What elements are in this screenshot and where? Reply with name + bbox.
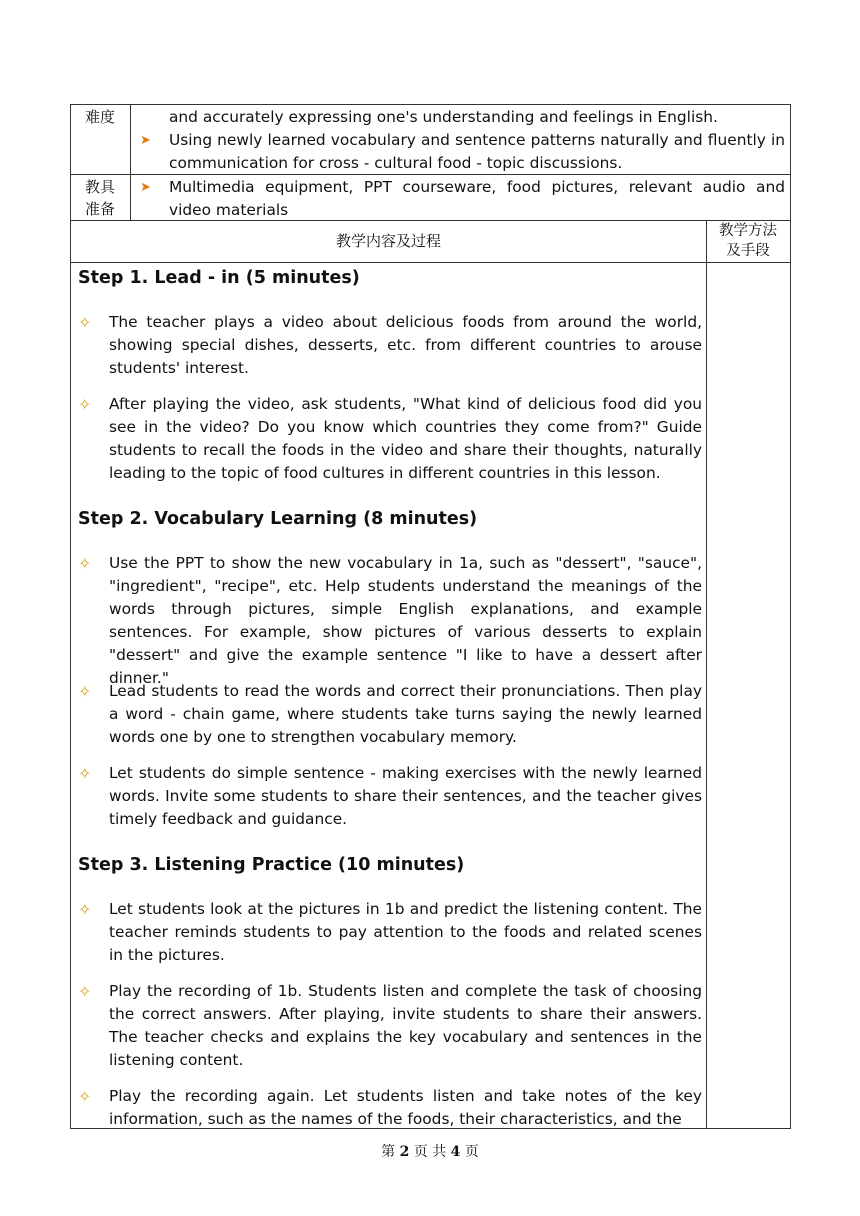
materials-label-line2: 准备 (84, 200, 115, 218)
step-2-title: Step 2. Vocabulary Learning (8 minutes) (78, 509, 478, 529)
star-bullet-icon: ✧ (78, 982, 92, 1001)
table-border-right (790, 104, 791, 1129)
list-item (78, 1085, 702, 1127)
methods-header-line2: 及手段 (726, 243, 770, 259)
star-bullet-icon: ✧ (78, 395, 92, 414)
list-item-text: Play the recording of 1b. Students listen and complete the task of choosing the correct answers. After playing, invite students to share their answers. The teacher checks and explains the key vocabulary and sentences in the listening content. (109, 982, 702, 1069)
list-item-text: The teacher plays a video about delicious foods from around the world, showing special dishes, desserts, etc. from different countries to arouse students' interest. (109, 313, 702, 377)
current-page-number: 2 (399, 1144, 410, 1160)
materials-bullet-text: Multimedia equipment, PPT courseware, food pictures, relevant audio and video materials (169, 178, 785, 219)
star-bullet-icon: ✧ (78, 554, 92, 573)
star-bullet-icon: ✧ (78, 313, 92, 332)
star-bullet-icon: ✧ (78, 764, 92, 783)
star-bullet-icon: ✧ (78, 682, 92, 701)
list-item-text: Lead students to read the words and correct their pronunciations. Then play a word - chain game, where students take turns saying the newly learned words one by one to strengthen vocabulary memory. (109, 682, 702, 746)
list-item-text: Let students look at the pictures in 1b and predict the listening content. The teacher reminds students to pay attention to the foods and related scenes in the pictures. (109, 900, 702, 964)
difficulty-bullet-text: Using newly learned vocabulary and sentence patterns naturally and fluently in communication for cross - cultural food - topic discussions. (169, 131, 785, 172)
label-column-divider (130, 104, 131, 221)
arrow-bullet-icon: ➤ (140, 180, 151, 195)
star-bullet-icon: ✧ (78, 1087, 92, 1106)
list-item-text: Let students do simple sentence - making exercises with the newly learned words. Invite some students to share their sentences, and the teacher gives timely feedback and guidance. (109, 764, 702, 828)
table-divider-3 (70, 262, 791, 263)
table-border-left (70, 104, 71, 1129)
methods-column-divider (706, 220, 707, 1129)
footer-suffix: 页 (464, 1144, 479, 1160)
footer-middle: 页 共 (413, 1144, 447, 1160)
list-item-text: Use the PPT to show the new vocabulary in 1a, such as "dessert", "sauce", "ingredient", "recipe", etc. Help students understand the meanings of the words through pictures, simple English explanations, and example sentences. For example, show pictures of various desserts to explain "dessert" and give the example sentence "I like to have a dessert after dinner." (109, 554, 702, 687)
list-item-text: Play the recording again. Let students listen and take notes of the key information, such as the names of the foods, their characteristics, and the (109, 1087, 702, 1127)
difficulty-continued-text: and accurately expressing one's understanding and feelings in English. (169, 108, 718, 126)
content-process-header: 教学内容及过程 (335, 232, 441, 250)
page-footer (0, 1142, 860, 1162)
total-page-number: 4 (450, 1144, 461, 1160)
step-3-title: Step 3. Listening Practice (10 minutes) (78, 855, 465, 875)
arrow-bullet-icon: ➤ (140, 133, 151, 148)
materials-label-line1: 教具 (84, 178, 115, 196)
methods-header-line1: 教学方法 (719, 223, 777, 239)
table-border-bottom (70, 1128, 791, 1129)
footer-prefix: 第 (381, 1144, 396, 1160)
table-border-top (70, 104, 791, 105)
step-1-title: Step 1. Lead - in (5 minutes) (78, 268, 360, 288)
list-item-text: After playing the video, ask students, "What kind of delicious food did you see in the video? Do you know which countries they come from?" Guide students to recall the foods in the video and share their thoughts, naturally leading to the topic of food cultures in different countries in this lesson. (109, 395, 702, 482)
star-bullet-icon: ✧ (78, 900, 92, 919)
difficulty-label: 难度 (84, 108, 115, 126)
